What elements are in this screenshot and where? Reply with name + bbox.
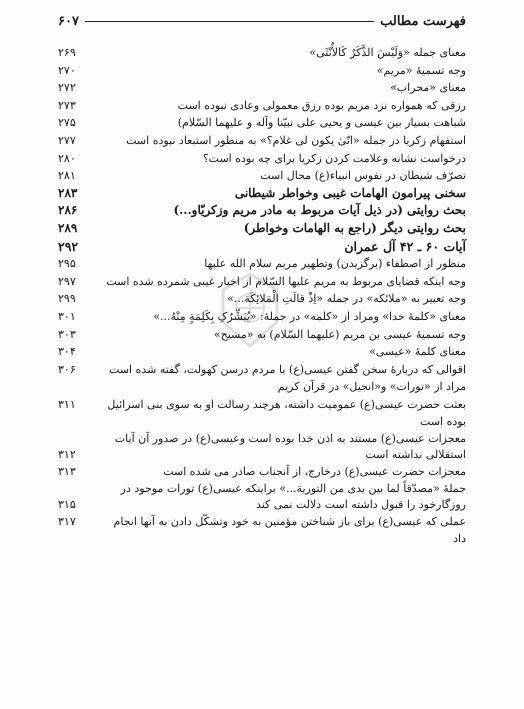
toc-entry-title: معنای کلمهٔ «عیسی» [369,345,466,359]
toc-entry-page: ۲۸۱ [58,169,76,183]
toc-entry-page: ۳۰۶ [58,362,76,376]
toc-entry[interactable] [58,481,466,513]
toc-entry[interactable] [58,62,466,80]
toc-entry-title: معنای «کلمهٔ خدا» ومراد از «کلمه» در جملهٔ: «یُبَشِّرُکِ بِکَلِمَةٍ مِنْهُ...» [153,309,466,323]
toc-entry-page: ۳۰۱ [58,309,76,323]
toc-entry-page: ۲۷۵ [58,116,76,130]
toc-entry[interactable] [58,290,466,308]
toc-entry-title: وجه تسمیهٔ «مریم» [376,63,466,77]
toc-entry-title: مراد از «تورات» و«انجیل» در قرآن کریم [277,380,466,394]
toc-entry-title: وجه تسمیهٔ عیسی بن مریم (علیهما السّلام) به «مسیح» [213,327,466,341]
toc-entry-page: ۳۰۴ [58,345,76,359]
toc-entry-page: ۲۸۹ [58,220,78,235]
toc-entry-title: درخواست نشانه وعلامت کردن زکریا برای چه بوده است؟ [202,151,466,165]
toc-entry[interactable] [58,343,466,361]
toc-entry-title: بعثت حضرت عیسی(ع) عمومیت داشته، هرچند رسالت او به سوی بنی اسرائیل بوده است [107,397,466,429]
toc-entry[interactable] [58,431,466,463]
toc-entry-page: ۲۷۰ [58,63,76,77]
toc-entry-page: ۳۱۲ [58,448,76,462]
toc-entry-page: ۳۱۱ [58,397,76,411]
toc-entry-title: اقوالی که دربارهٔ سخن گفتن عیسی(ع) با مردم درسن کهولت، گفته شده است [109,362,466,376]
toc-entry-title: منظور از اصطفاء (برگزیدن) وتطهیر مریم سلام الله علیها [204,257,466,271]
toc-entry-page: ۲۶۹ [58,46,76,59]
toc-entry-title: آیات ۶۰ ـ ۴۲ آل عمران [344,238,466,254]
toc-entry[interactable] [58,114,466,132]
toc-section-entry[interactable] [58,220,466,238]
page-header [58,10,466,32]
toc-section-entry[interactable] [58,185,466,203]
toc-entry[interactable] [58,463,466,481]
toc-entry[interactable] [58,97,466,115]
toc-entry-title: معنای جمله «وَلَيْسَ الذَّكَرُ كَالأُنْثَى» [309,46,466,59]
toc-entry-page: ۳۱۳ [58,465,76,479]
toc-section-entry[interactable] [58,202,466,220]
toc-entry-title: جملهٔ «مصدّقاً لما بین یدی من التوریة...» براینکه عیسی(ع) تورات موجود در روزگارخود را قبول داشته است دلالت نمی کند [120,481,466,511]
toc-entry-page: ۲۷۳ [58,98,76,112]
header-rule [85,21,374,22]
toc-entry-page: ۲۹۵ [58,257,76,271]
page-number: ۶۰۷ [58,13,79,29]
toc-entry-title: استفهام زکریا در جمله «انّیٰ یکون لی غلام؟» به منظور استبعاد نبوده است [126,133,466,147]
toc-entry-title: معجزات حضرت عیسی(ع) درخارج، از آنجناب صادر می شده است [163,465,466,479]
toc-entry[interactable] [58,378,466,396]
toc-entry-page: ۲۷۲ [58,81,76,95]
toc-entry-page: ۳۱۷ [58,514,76,528]
toc-entry-page: ۲۹۲ [58,238,79,254]
toc-entry[interactable] [58,255,466,273]
toc-entry[interactable] [58,396,466,431]
toc-entry-page: ۳۰۳ [58,327,76,341]
toc-entry-title: عملی که عیسی(ع) برای باز شناختن مؤمنین به خود وتشکّل دادن به آنها انجام داد [113,514,466,546]
toc-entry-page: ۳۱۵ [58,497,76,511]
toc-entry[interactable] [58,273,466,291]
toc-entry-title: شباهت بسیار بین عیسی و یحیی علی نبیّنا وآله و علیهما السّلام) [177,116,466,130]
toc-entry[interactable] [58,132,466,150]
toc-entry-title: بحث روایتی دیگر (راجع به الهامات وخواطر) [243,220,466,235]
toc-entry-page: ۲۷۷ [58,133,76,147]
toc-entry-title: معجزات عیسی(ع) مستند به اذن خدا بوده است وعیسی(ع) در صدور آن آیات استقلالی نداشته است [114,432,466,462]
toc-entry-page: ۲۸۳ [58,185,78,200]
toc-chapter-heading[interactable] [58,238,466,256]
running-title: فهرست مطالب [380,13,466,29]
toc-entry[interactable] [58,308,466,326]
toc-entry-page: ۲۸۰ [58,151,76,165]
toc-entry[interactable] [58,150,466,168]
toc-entry-title: رزقی که همواره نزد مریم بوده رزق معمولی وعادی نبوده است [177,98,466,112]
toc-entry-title: بحث روایتی (در ذیل آیات مربوط به مادر مریم وزکریّاو...) [173,203,466,218]
toc-entry[interactable] [58,167,466,185]
toc-entry[interactable] [58,513,466,548]
toc-entry-title: سخنی پیرامون الهامات غیبی وخواطر شیطانی [234,185,466,200]
toc-entry-title: وجه اینکه قضایای مربوط به مریم علیها السّلام از اخبار غیبی شمرده شده است [106,274,466,288]
toc-entry-title: تصرّف شیطان در نفوس انبیاء(ع) محال است [260,169,466,183]
toc-entry[interactable] [58,326,466,344]
table-of-contents [58,44,466,548]
toc-entry[interactable] [58,361,466,379]
toc-entry[interactable] [58,44,466,62]
toc-entry-page: ۲۹۷ [58,274,76,288]
toc-entry-page: ۲۸۶ [58,203,78,218]
toc-entry-page: ۲۹۹ [58,292,76,306]
toc-entry-title: وجه تعبیر به «ملائکه» در جمله «اِذْ قالَتِ الْمَلائِکَة...» [227,292,466,306]
toc-entry[interactable] [58,79,466,97]
toc-entry-title: معنای «محراب» [390,81,466,95]
